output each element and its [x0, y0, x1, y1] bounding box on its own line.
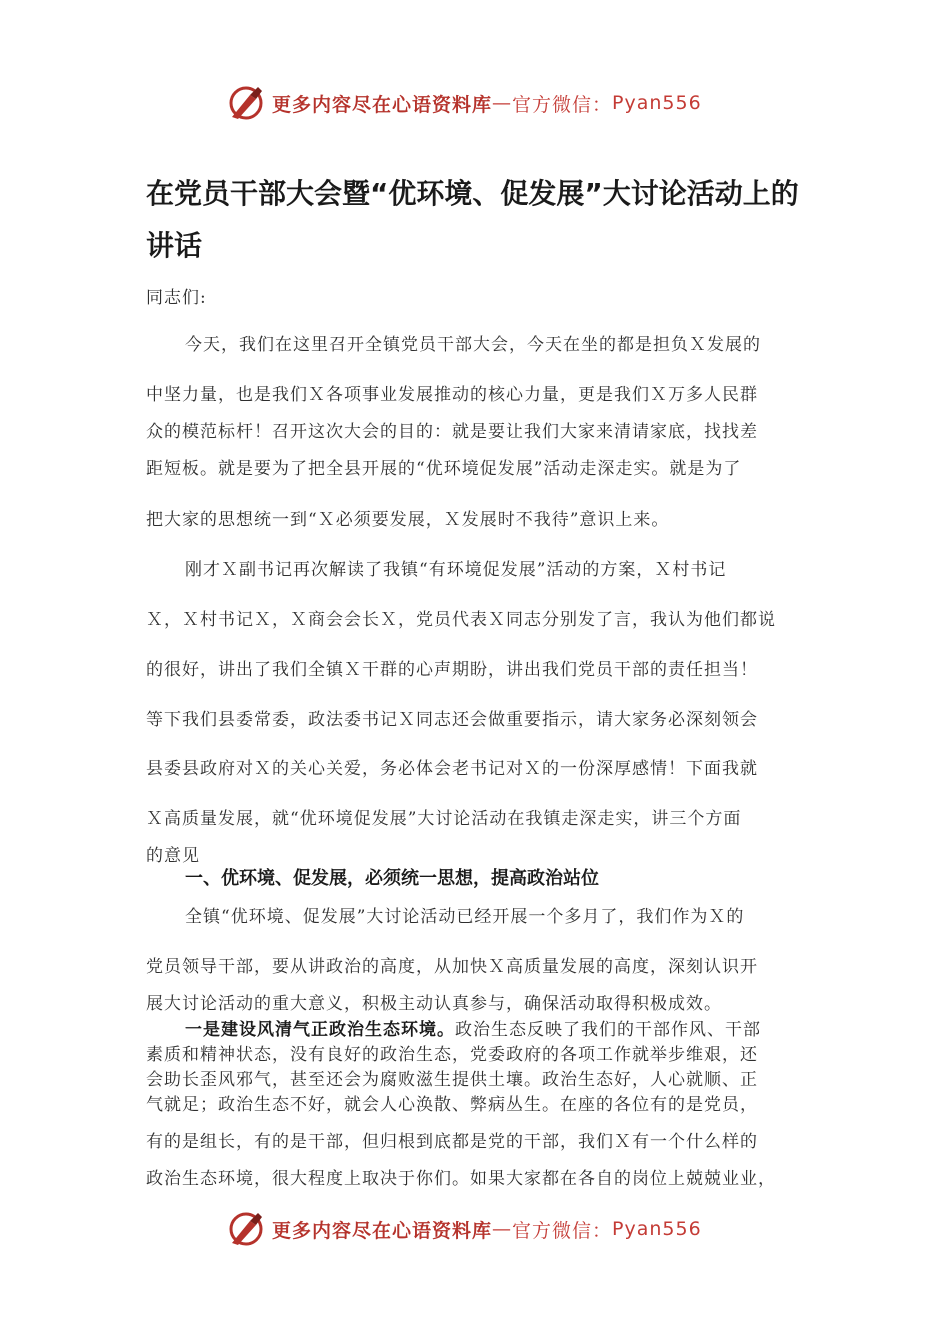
paragraph-line: 今天，我们在这里召开全镇党员干部大会，今天在坐的都是担负Ｘ发展的 — [185, 335, 761, 355]
banner-sub-text: 官方微信： — [512, 1219, 613, 1242]
header-banner — [226, 81, 702, 125]
paragraph-line: 把大家的思想统一到“Ｘ必须要发展，Ｘ发展时不我待”意识上来。 — [146, 510, 670, 530]
paragraph-line: 政治生态环境，很大程度上取决于你们。如果大家都在各自的岗位上兢兢业业， — [146, 1169, 776, 1189]
paragraph-line: 气就足；政治生态不好，就会人心涣散、弊病丛生。在座的各位有的是党员， — [146, 1095, 758, 1115]
paragraph-line: 全镇“优环境、促发展”大讨论活动已经开展一个多月了，我们作为Ｘ的 — [185, 907, 745, 927]
paragraph-line: 众的模范标杆！召开这次大会的目的：就是要让我们大家来清请家底，找找差 — [146, 422, 758, 442]
banner-main-text: 更多内容尽在心语资料库 — [272, 93, 493, 116]
paragraph-line: 的很好，讲出了我们全镇Ｘ干群的心声期盼，讲出我们党员干部的责任担当！ — [146, 660, 758, 680]
paragraph-line: 县委县政府对Ｘ的关心关爱，务必体会老书记对Ｘ的一份深厚感情！下面我就 — [146, 759, 758, 779]
paragraph-line: 有的是组长，有的是干部，但归根到底都是党的干部，我们Ｘ有一个什么样的 — [146, 1132, 758, 1152]
pen-nib-circle-icon — [226, 1209, 266, 1249]
paragraph-line: 等下我们县委常委，政法委书记Ｘ同志还会做重要指示，请大家务必深刻领会 — [146, 710, 758, 730]
paragraph-line: 会助长歪风邪气，甚至还会为腐败滋生提供土壤。政治生态好，人心就顺、正 — [146, 1070, 758, 1090]
banner-wechat-id: Pyan556 — [612, 92, 702, 114]
paragraph-text: 政治生态反映了我们的干部作风、干部 — [455, 1020, 761, 1040]
paragraph-line: 展大讨论活动的重大意义，积极主动认真参与，确保活动取得积极成效。 — [146, 994, 722, 1014]
paragraph-line: Ｘ，Ｘ村书记Ｘ，Ｘ商会会长Ｘ，党员代表Ｘ同志分别发了言，我认为他们都说 — [146, 610, 776, 630]
banner-sub-text: 官方微信： — [512, 93, 613, 116]
banner-wechat-id: Pyan556 — [612, 1218, 702, 1240]
page-title: 在党员干部大会暨“优环境、促发展”大讨论活动上的讲话 — [146, 177, 799, 262]
subheading-lead: 一是建设风清气正政治生态环境。 — [185, 1020, 455, 1040]
banner-main-text: 更多内容尽在心语资料库 — [272, 1219, 493, 1242]
paragraph-line: 党员领导干部，要从讲政治的高度，从加快Ｘ高质量发展的高度，深刻认识开 — [146, 957, 758, 977]
banner-dash: — — [492, 92, 513, 114]
paragraph-line: 中坚力量，也是我们Ｘ各项事业发展推动的核心力量，更是我们Ｘ万多人民群 — [146, 385, 758, 405]
paragraph-line: Ｘ高质量发展，就“优环境促发展”大讨论活动在我镇走深走实，讲三个方面 — [146, 809, 742, 829]
paragraph-line: 的意见 — [146, 846, 200, 866]
section-heading: 一、优环境、促发展，必须统一思想，提高政治站位 — [185, 868, 599, 889]
paragraph-line: 刚才Ｘ副书记再次解读了我镇“有环境促发展”活动的方案，Ｘ村书记 — [185, 560, 727, 580]
paragraph-line: 距短板。就是要为了把全县开展的“优环境促发展”活动走深走实。就是为了 — [146, 459, 742, 479]
footer-banner — [226, 1207, 702, 1251]
pen-nib-circle-icon — [226, 83, 266, 123]
salutation: 同志们: — [146, 288, 207, 308]
paragraph-line — [185, 1015, 761, 1040]
banner-dash: — — [492, 1218, 513, 1240]
paragraph-line: 素质和精神状态，没有良好的政治生态，党委政府的各项工作就举步维艰，还 — [146, 1045, 758, 1065]
